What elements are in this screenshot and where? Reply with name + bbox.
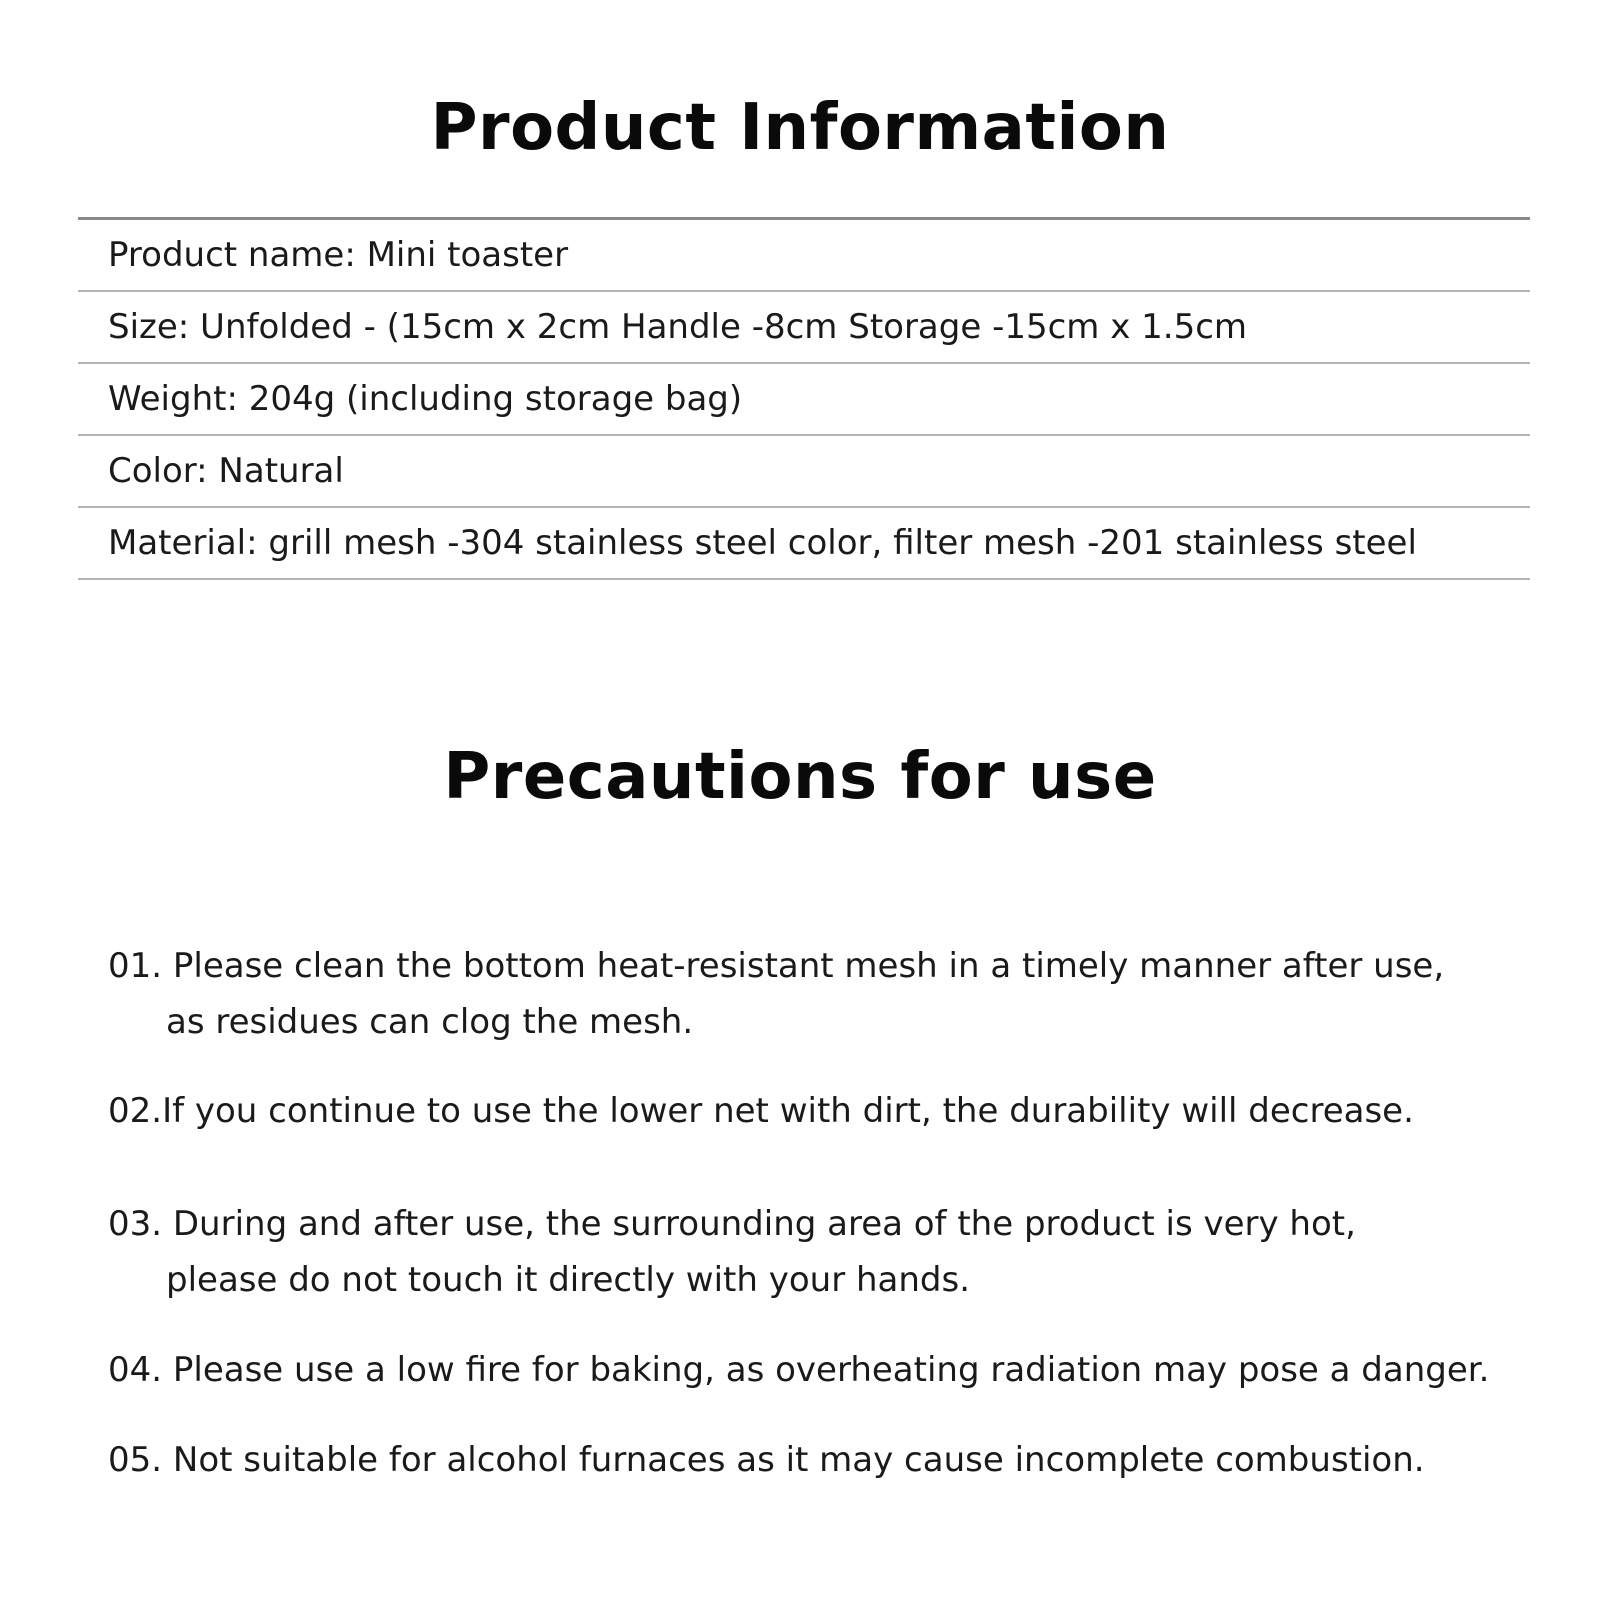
info-row-material (78, 508, 1530, 580)
info-row-text: Product name: Mini toaster (108, 235, 569, 275)
info-row-text: Weight: 204g (including storage bag) (108, 379, 743, 419)
precaution-item-03 (108, 1196, 1356, 1308)
precaution-item-04 (108, 1342, 1489, 1398)
info-row-text: Size: Unfolded - (15cm x 2cm Handle -8cm Storage -15cm x 1.5cm (108, 307, 1248, 347)
info-row-product-name (78, 220, 1530, 292)
precaution-line: 02.If you continue to use the lower net with dirt, the durability will decrease. (108, 1091, 1414, 1131)
precaution-line: 01. Please clean the bottom heat-resistant mesh in a timely manner after use, (108, 946, 1445, 986)
precaution-line: 03. During and after use, the surrounding area of the product is very hot, (108, 1204, 1356, 1244)
info-row-text: Color: Natural (108, 451, 344, 491)
precaution-line: 05. Not suitable for alcohol furnaces as it may cause incomplete combustion. (108, 1440, 1425, 1480)
precautions-title: Precautions for use (443, 740, 1157, 814)
info-row-color (78, 436, 1530, 508)
product-info-table (78, 217, 1530, 580)
precaution-line-continued: as residues can clog the mesh. (166, 1002, 694, 1042)
precaution-line: 04. Please use a low fire for baking, as overheating radiation may pose a danger. (108, 1350, 1490, 1390)
precaution-item-01 (108, 938, 1444, 1050)
precaution-line-continued: please do not touch it directly with your hands. (166, 1260, 971, 1300)
precaution-item-02 (108, 1083, 1414, 1139)
info-row-text: Material: grill mesh -304 stainless steel color, filter mesh -201 stainless steel (108, 523, 1417, 563)
precaution-item-05 (108, 1432, 1425, 1488)
info-row-size (78, 292, 1530, 364)
info-row-weight (78, 364, 1530, 436)
product-information-title: Product Information (430, 91, 1170, 165)
